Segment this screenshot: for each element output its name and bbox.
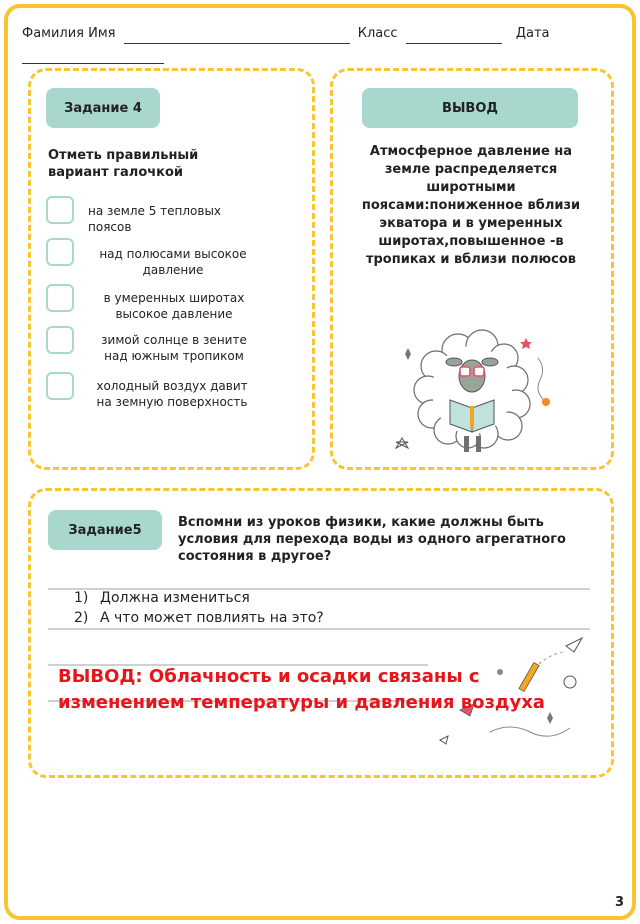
- option-3-text: в умеренных широтах высокое давление: [103, 291, 245, 321]
- name-label: Фамилия Имя: [22, 26, 116, 41]
- checkbox-4[interactable]: [46, 326, 74, 354]
- task5-badge: Задание5: [48, 510, 162, 550]
- conclusion-badge: ВЫВОД: [362, 88, 578, 128]
- class-line[interactable]: [406, 29, 502, 44]
- list-text: А что может повлиять на это?: [100, 610, 324, 626]
- task4-instruction: Отметь правильный вариант галочкой: [48, 148, 199, 180]
- option-1-text: на земле 5 тепловых поясов: [88, 204, 222, 234]
- list-item: [74, 608, 474, 628]
- list-item: [74, 588, 474, 608]
- date-label: Дата: [515, 26, 550, 41]
- page-number: 3: [614, 895, 624, 910]
- checkbox-3[interactable]: [46, 284, 74, 312]
- worksheet-header: [22, 24, 622, 64]
- task5-question: Вспомни из уроков физики, какие должны быть условия для перехода воды из одного агрегатного состояния в другое?: [178, 515, 566, 564]
- sheep-reading-illustration: [388, 318, 564, 468]
- checkbox-1[interactable]: [46, 196, 74, 224]
- task4-badge: Задание 4: [46, 88, 160, 128]
- option-4-text: зимой солнце в зените над южным тропиком: [101, 333, 247, 363]
- task5-conclusion: ВЫВОД: Облачность и осадки связаны с изменением температуры и давления воздуха: [58, 666, 545, 713]
- option-2-text: над полюсами высокое давление: [99, 247, 247, 277]
- option-5-text: холодный воздух давит на земную поверхность: [96, 379, 248, 409]
- list-text: Должна измениться: [100, 590, 250, 606]
- conclusion-text: Атмосферное давление на земле распределяется широтными поясами:пониженное вблизи экватора и в умеренных широтах,повышенное -в тропиках и вблизи полюсов: [361, 144, 581, 267]
- class-label: Класс: [357, 26, 398, 41]
- name-line[interactable]: [124, 29, 350, 44]
- answer-line-2: [48, 628, 590, 630]
- date-line[interactable]: [22, 49, 164, 64]
- answer-list: [74, 588, 474, 628]
- checkbox-2[interactable]: [46, 238, 74, 266]
- list-number: 2): [74, 610, 89, 626]
- list-number: 1): [74, 590, 89, 606]
- checkbox-5[interactable]: [46, 372, 74, 400]
